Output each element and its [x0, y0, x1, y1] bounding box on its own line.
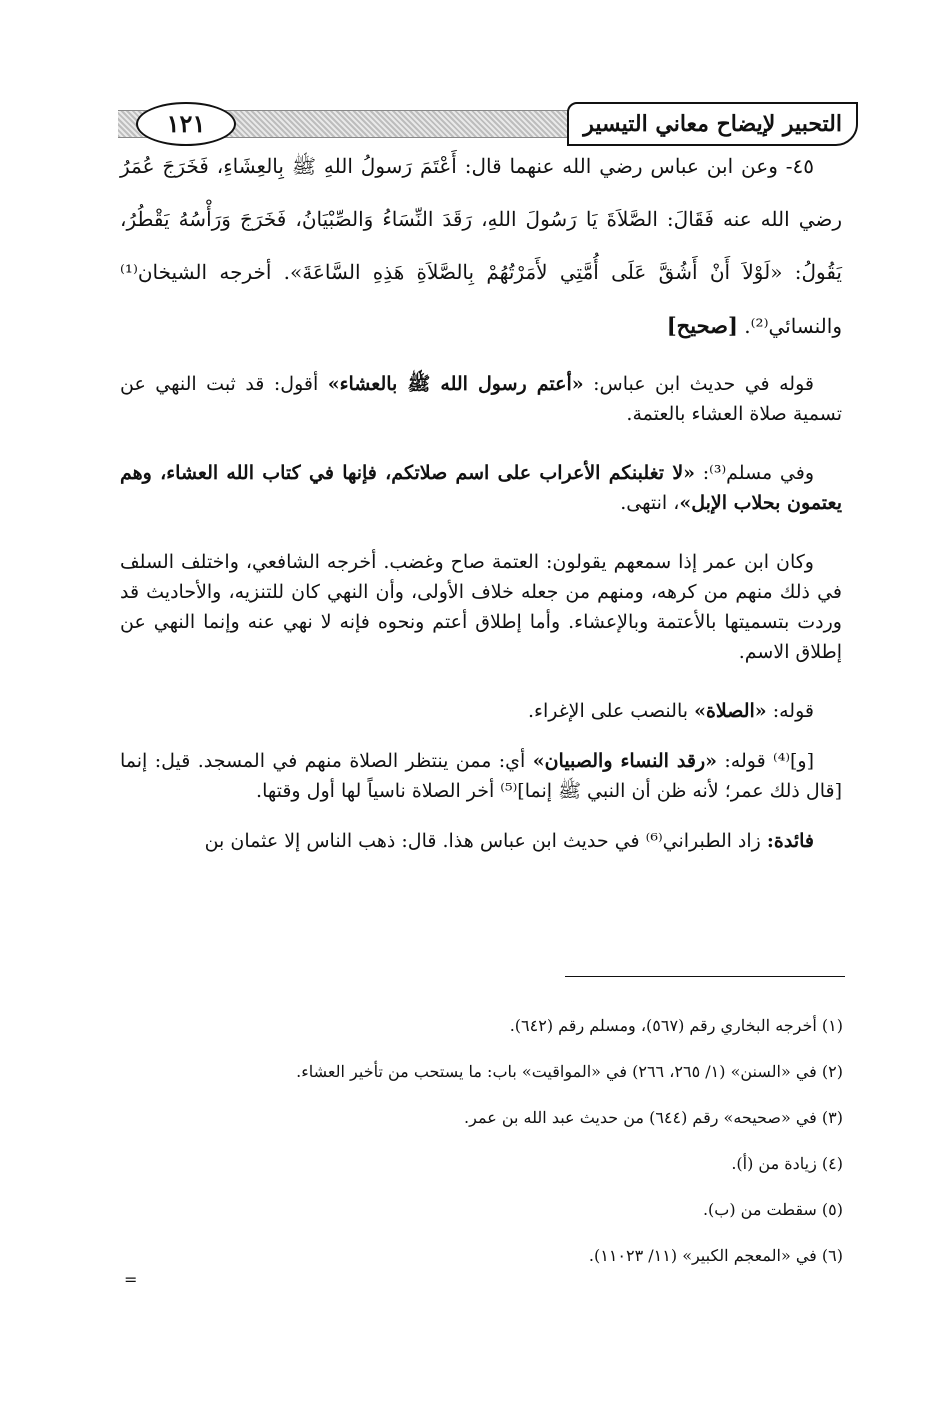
page-number: ١٢١: [136, 102, 236, 146]
benefit-label: فائدة:: [766, 830, 814, 852]
footnote-2: (٢) في «السنن» (١/ ٢٦٥، ٢٦٦) في «المواقيت» باب: ما يستحب من تأخير العشاء.: [296, 1062, 843, 1081]
footnote-4: (٤) زيادة من (أ).: [731, 1154, 843, 1173]
quoted-phrase: «رقد النساء والصبيان»: [532, 750, 717, 772]
paragraph-rest: وكان ابن عمر إذا سمعهم يقولون: العتمة صاح وغضب. أخرجه الشافعي، واختلف السلف في ذلك منهم من كرهه، ومنهم من جعله خلاف الأولى، وأن النهي كان للتنزيه، والأحاديث قد وردت بتسميتها بالأعتمة وبالإعشاء. وأما إطلاق أعتم ونحوه فإنه لا نهي عنه وإنما النهي عن إطلاق الاسم.: [120, 551, 842, 663]
footnote-6: (٦) في «المعجم الكبير» (١١/ ١١٠٢٣).: [588, 1246, 843, 1265]
footnote-3: (٣) في «صحيحه» رقم (٦٤٤) من حديث عبد الله بن عمر.: [464, 1108, 843, 1127]
book-title: التحبير لإيضاح معاني التيسير: [567, 102, 858, 146]
paragraph-rest: زاد الطبراني⁽⁶⁾ في حديث ابن عباس هذا. قال: ذهب الناس إلا عثمان بن: [204, 830, 767, 852]
paragraph-lead: [و]⁽⁴⁾ قوله:: [717, 750, 814, 772]
margin-mark: =: [124, 1270, 138, 1289]
paragraph-rest: ، انتهى.: [620, 492, 680, 514]
paragraph-lead: قوله:: [766, 700, 814, 722]
hadith-grade: [صحيح]: [666, 313, 738, 338]
commentary-paragraph-3: [120, 547, 842, 667]
quoted-phrase: «الصلاة»: [694, 700, 767, 722]
hadith-paragraph: [120, 140, 842, 353]
quoted-phrase: «أعتم رسول الله ﷺ بالعشاء»: [327, 373, 584, 395]
commentary-paragraph-6: [120, 826, 842, 856]
commentary-paragraph-4: [120, 696, 842, 726]
paragraph-lead: وفي مسلم⁽³⁾:: [695, 462, 814, 484]
paragraph-rest: أقول: قد ثبت النهي عن تسمية صلاة العشاء بالعتمة.: [120, 373, 842, 425]
commentary-paragraph-2: [120, 458, 842, 518]
paragraph-rest: بالنصب على الإغراء.: [527, 700, 695, 722]
commentary-paragraph-5: [120, 746, 842, 806]
footnote-separator: [565, 976, 845, 977]
paragraph-lead: قوله في حديث ابن عباس:: [583, 373, 814, 395]
footnote-5: (٥) سقطت من (ب).: [702, 1200, 843, 1219]
hadith-text: ٤٥- وعن ابن عباس رضي الله عنهما قال: أَعْتَمَ رَسولُ اللهِ ﷺ بِالعِشَاءِ، فَخَرَجَ عُمَرُ رضي الله عنه فَقَالَ: الصَّلاَةَ يَا رَسُولَ اللهِ، رَقَدَ النِّسَاءُ وَالصِّبْيَانُ، فَخَرَجَ وَرَأْسُهُ يَقْطُرُ، يَقُولُ: «لَوْلاَ أَنْ أَشُقَّ عَلَى أُمَّتِي لأَمَرْتُهُمْ بِالصَّلاَةِ هَذِهِ السَّاعَةَ». أخرجه الشيخان⁽¹⁾ والنسائي⁽²⁾.: [120, 154, 842, 338]
footnotes: [143, 1015, 843, 1291]
quoted-phrase: «لا تغلبنكم الأعراب على اسم صلاتكم، فإنها في كتاب الله العشاء، وهم يعتمون بحلاب الإبل»: [120, 462, 842, 514]
main-text: [120, 140, 842, 885]
commentary-paragraph-1: [120, 369, 842, 429]
footnote-1: (١) أخرجه البخاري رقم (٥٦٧)، ومسلم رقم (٦٤٢).: [509, 1016, 843, 1035]
paragraph-rest: أي: ممن ينتظر الصلاة منهم في المسجد. قيل: إنما [قال ذلك عمر؛ لأنه ظن أن النبي ﷺ إنما]⁽⁵⁾ أخر الصلاة ناسياً لها أول وقتها.: [120, 750, 842, 802]
